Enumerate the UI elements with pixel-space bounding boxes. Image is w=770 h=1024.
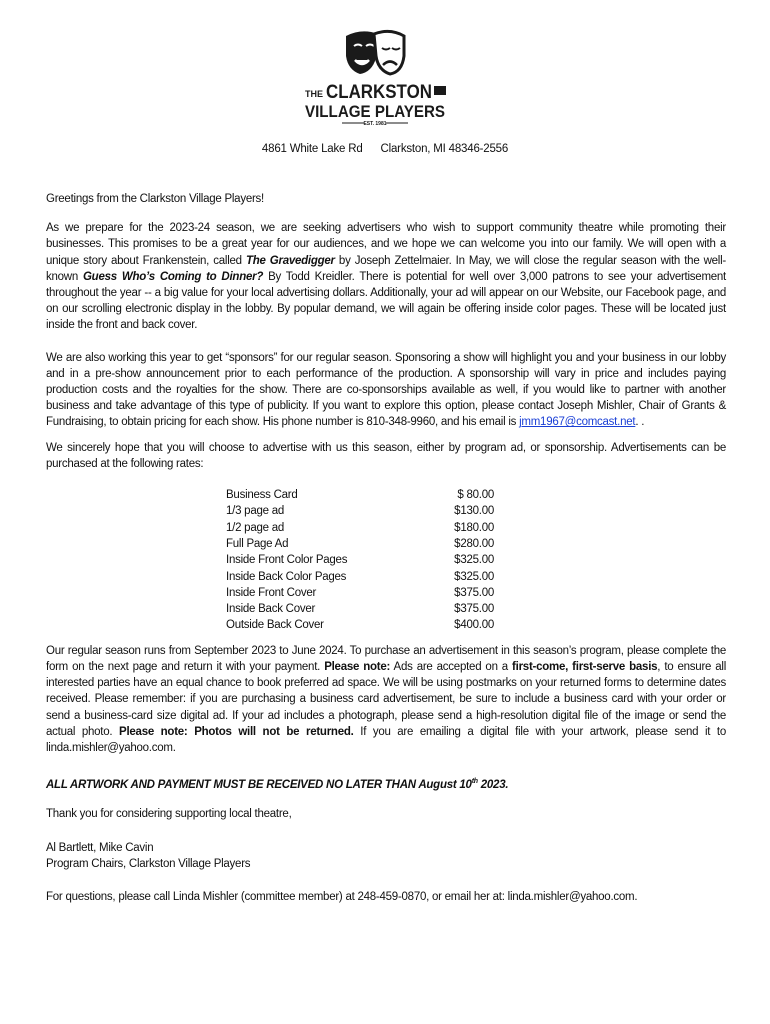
rate-item: Full Page Ad — [226, 537, 289, 550]
address-street: 4861 White Lake Rd — [261, 143, 363, 155]
rate-price: $ 80.00 — [457, 489, 494, 502]
contact-line: For questions, please call Linda Mishler (committee member) at 248-459-0870, or email her at: linda.mishler@yahoo.com. — [46, 890, 638, 903]
address-line — [0, 143, 770, 155]
rate-item: Business Card — [226, 489, 298, 502]
rate-row — [226, 617, 494, 633]
sponsor-email-link[interactable]: jmm1967@comcast.net — [519, 416, 636, 429]
paragraph-sponsors: We are also working this year to get “sponsors” for our regular season. Sponsoring a show will highlight you and your business in our lobby and in a pre-show announcement prior to each performance of the production. A sponsorship will vary in price and includes paying production costs and the royalties for the show. There are co-sponsorships available as well, if you would like to partner with another business and take advantage of this type of publicity. If you want to explore this option, please contact Joseph Mishler, Chair of Grants & Fundraising, to obtain pricing for each show. His phone number is 810-348-9960, and his email is jmm1967@comcast.net. . — [46, 351, 726, 429]
letter-body — [46, 191, 726, 905]
rate-price: $375.00 — [454, 586, 494, 599]
rate-item: Inside Back Cover — [226, 603, 316, 616]
rates-table — [226, 487, 494, 634]
show-title-guess-who: Guess Who’s Coming to Dinner? — [82, 270, 264, 283]
rate-row — [226, 520, 494, 536]
rate-item: Outside Back Cover — [226, 619, 324, 632]
rate-row — [226, 503, 494, 519]
signature-title: Program Chairs, Clarkston Village Players — [46, 857, 251, 870]
logo-est: EST. 1981 — [363, 121, 387, 127]
rate-item: 1/3 page ad — [226, 505, 285, 518]
rate-price: $325.00 — [454, 570, 494, 583]
deadline-notice: ALL ARTWORK AND PAYMENT MUST BE RECEIVED NO LATER THAN August 10th 2023. — [46, 778, 509, 792]
locomotive-icon — [434, 86, 446, 95]
paragraph-rates-intro: We sincerely hope that you will choose to advertise with us this season, either by program ad, or sponsorship. Advertisements can be purchased at the following rates: — [46, 441, 726, 470]
rate-row — [226, 536, 494, 552]
logo-line1: CLARKSTON — [326, 82, 432, 103]
rate-row — [226, 585, 494, 601]
rate-price: $130.00 — [454, 505, 494, 518]
theatre-masks-icon — [346, 31, 404, 74]
rate-price: $375.00 — [454, 603, 494, 616]
address-city: Clarkston, MI 48346-2556 — [380, 143, 509, 155]
rate-price: $400.00 — [454, 619, 494, 632]
logo-prefix: THE — [305, 89, 323, 99]
rate-price: $280.00 — [454, 537, 494, 550]
rate-item: Inside Front Cover — [226, 586, 317, 599]
thanks-line: Thank you for considering supporting local theatre, — [46, 808, 292, 821]
show-title-gravedigger: The Gravedigger — [245, 254, 335, 267]
paragraph-intro: As we prepare for the 2023-24 season, we are seeking advertisers who wish to support community theatre while promoting their businesses. This promises to be a great year for our audiences, and we hope we can welcome you into our family. We will open with a unique story about Frankenstein, called The Gravedigger by Joseph Zettelmaier. In May, we will close the regular season with the well-known Guess Who’s Coming to Dinner? By Todd Kreidler. There is potential for well over 3,000 patrons to see your advertisement throughout the year -- a big value for your local advertising dollars. Additionally, your ad will appear on our Website, our Facebook page, and on our scrolling electronic display in the lobby. By popular demand, we will again be offering inside color pages. These will be located just inside the front and back cover. — [46, 222, 727, 332]
rate-item: Inside Front Color Pages — [226, 554, 348, 567]
theatre-masks-logo-icon — [302, 26, 448, 134]
paragraph-season: Our regular season runs from September 2023 to June 2024. To purchase an advertisement in this season’s program, please complete the form on the next page and return it with your payment. Please note: Ads are accepted on a first-come, first-serve basis, to ensure all interested parties have an equal chance to book preferred ad space. We will be using postmarks on your returned forms to determine dates received. Please remember: if you are purchasing a business card advertisement, be sure to include a business card with your order or send a business-card size digital ad. If your ad includes a photograph, please send a high-resolution digital file of the image or send the actual photo. Please note: Photos will not be returned. If you are emailing a digital file with your artwork, please send it to linda.mishler@yahoo.com. — [46, 644, 727, 754]
rate-row — [226, 552, 494, 568]
greeting: Greetings from the Clarkston Village Players! — [46, 193, 264, 205]
rate-item: Inside Back Color Pages — [226, 570, 347, 583]
rate-price: $325.00 — [454, 554, 494, 567]
rate-price: $180.00 — [454, 521, 494, 534]
signature-names: Al Bartlett, Mike Cavin — [46, 841, 154, 854]
rate-item: 1/2 page ad — [226, 521, 285, 534]
logo-line2: VILLAGE PLAYERS — [305, 102, 445, 121]
rate-row — [226, 569, 494, 585]
rate-row — [226, 601, 494, 617]
rate-row — [226, 487, 494, 503]
clarkston-village-players-logo — [302, 26, 448, 134]
